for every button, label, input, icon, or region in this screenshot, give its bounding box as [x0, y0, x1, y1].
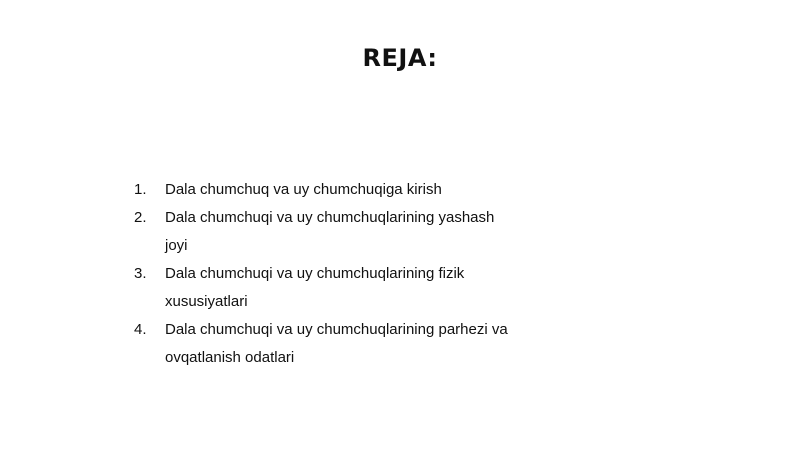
plan-item-text: Dala chumchuqi va uy chumchuqlarining yashash joyi — [165, 209, 495, 254]
plan-list — [134, 176, 534, 372]
plan-item-number: 2. — [134, 209, 147, 226]
plan-item-number: 3. — [134, 265, 147, 282]
plan-item-2 — [134, 204, 534, 260]
plan-item-3 — [134, 260, 534, 316]
plan-item-number: 4. — [134, 321, 147, 338]
plan-item-4 — [134, 316, 534, 372]
plan-item-text: Dala chumchuqi va uy chumchuqlarining fizik xususiyatlari — [165, 265, 465, 310]
plan-item-text: Dala chumchuqi va uy chumchuqlarining parhezi va ovqatlanish odatlari — [165, 321, 508, 366]
plan-item-1 — [134, 176, 534, 204]
plan-item-number: 1. — [134, 181, 147, 198]
slide-title: REJA: — [362, 44, 438, 72]
plan-item-text: Dala chumchuq va uy chumchuqiga kirish — [165, 181, 442, 198]
